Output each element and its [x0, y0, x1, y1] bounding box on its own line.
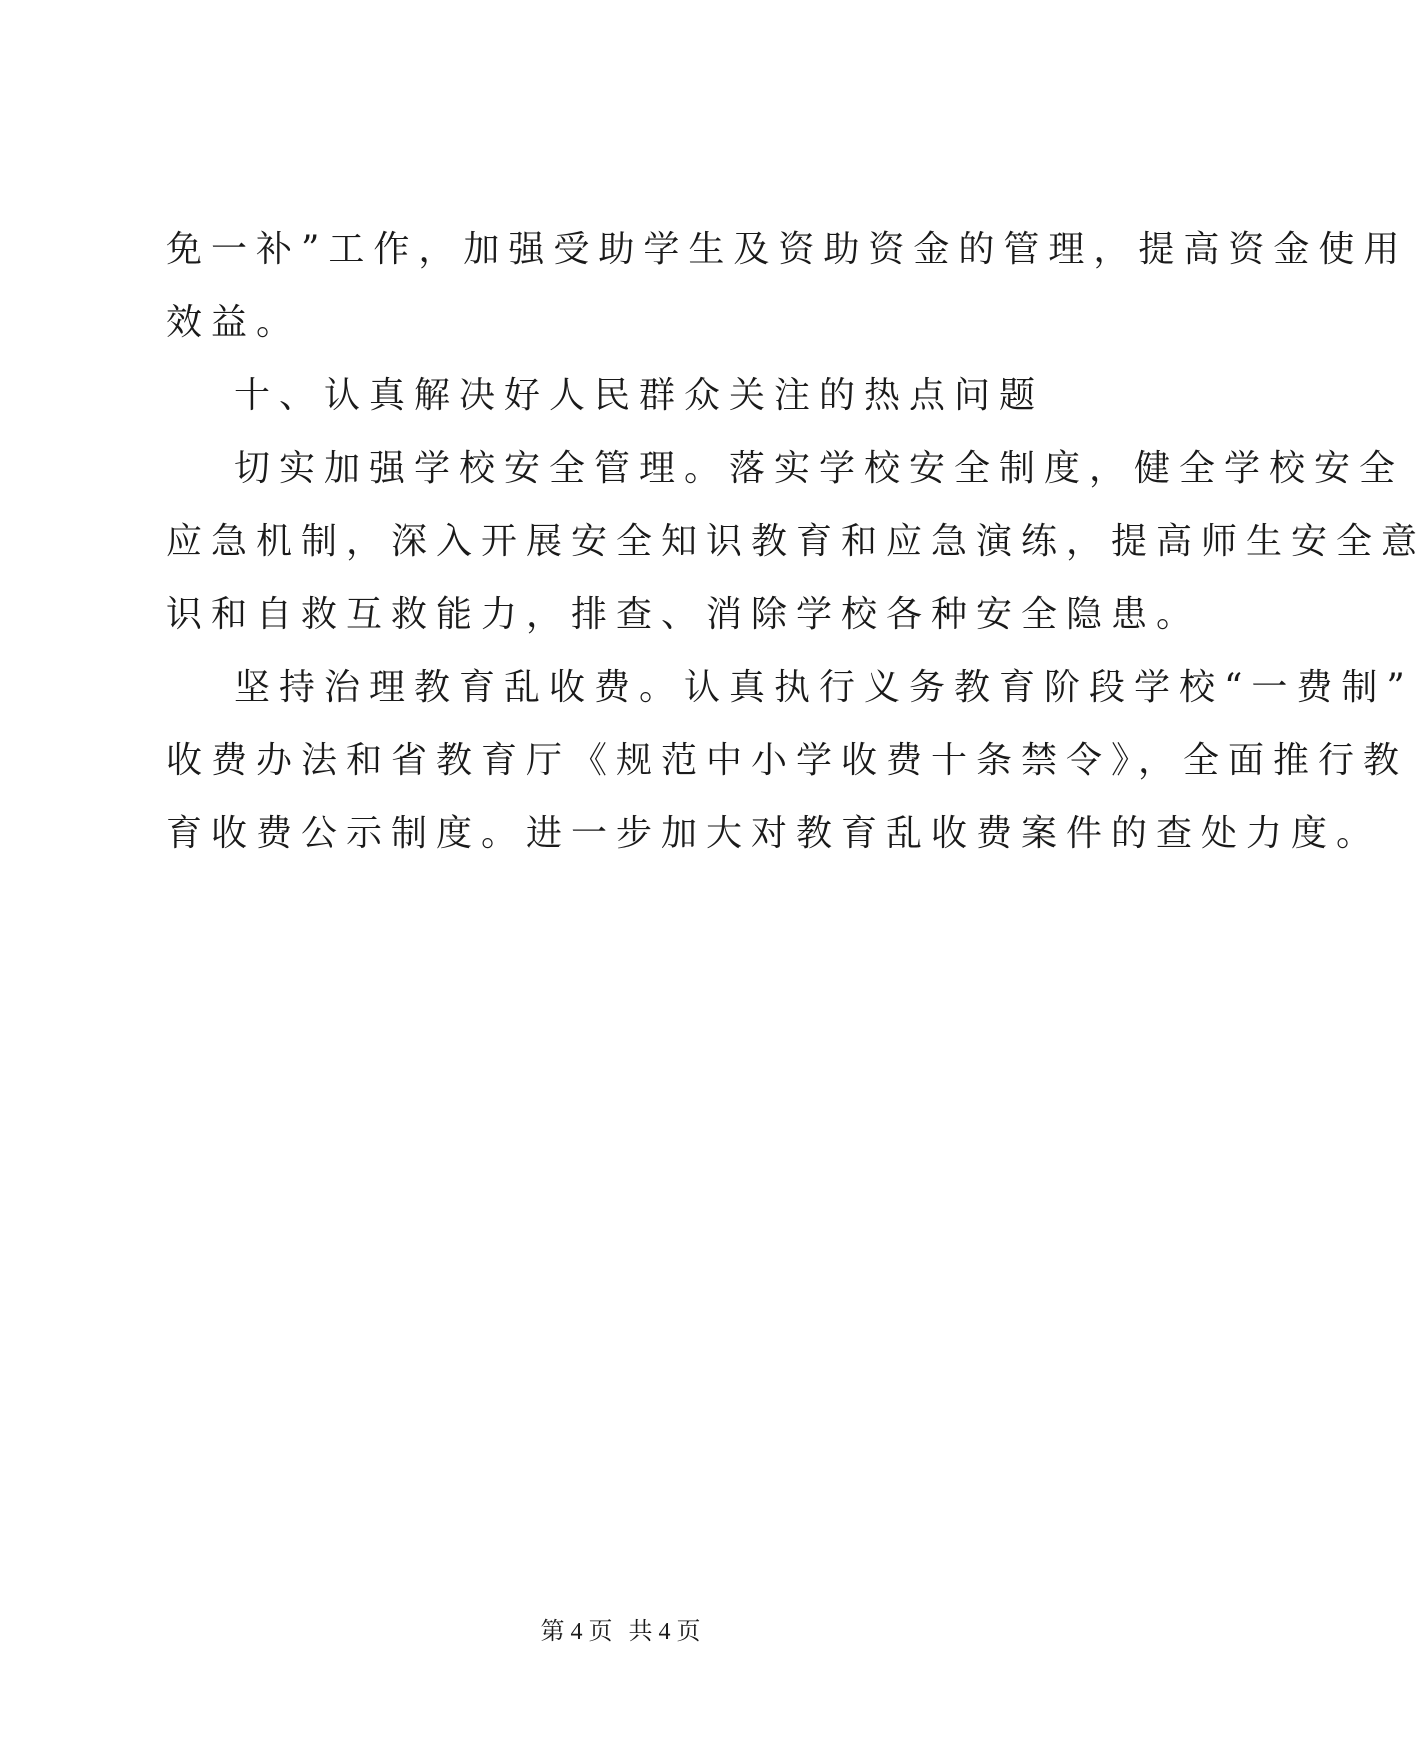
- text-line: 育收费公示制度。进一步加大对教育乱收费案件的查处力度。: [166, 813, 1382, 854]
- document-body: [166, 229, 1426, 887]
- page-total: 共 4 页: [628, 1619, 701, 1645]
- section-heading: 十、认真解决好人民群众关注的热点问题: [234, 375, 1045, 416]
- text-line: 收费办法和省教育厅《规范中小学收费十条禁令》，全面推行教: [166, 740, 1409, 781]
- text-line: 免一补”工作，加强受助学生及资助资金的管理，提高资金使用: [166, 229, 1409, 270]
- text-line: 识和自救互救能力，排查、消除学校各种安全隐患。: [166, 594, 1202, 635]
- page-number: 第 4 页: [540, 1619, 613, 1645]
- text-line: 应急机制，深入开展安全知识教育和应急演练，提高师生安全意: [166, 521, 1426, 562]
- text-line: 效益。: [166, 302, 302, 343]
- page-footer: [0, 1617, 1241, 1647]
- text-line: 切实加强学校安全管理。落实学校安全制度，健全学校安全: [234, 448, 1405, 489]
- text-line: 坚持治理教育乱收费。认真执行义务教育阶段学校“一费制”: [234, 667, 1414, 708]
